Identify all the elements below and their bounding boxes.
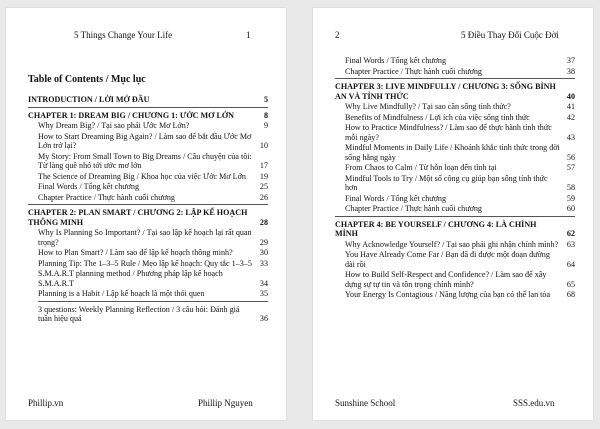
footer-right: SSS.edu.vn bbox=[513, 398, 555, 408]
toc-entry[interactable]: Your Energy Is Contagious / Năng lượng của bạn có thể lan tỏa 68 bbox=[345, 290, 575, 299]
toc-entry-chapter[interactable]: CHAPTER 4: BE YOURSELF / CHƯƠNG 4: LÀ CHÍNH MÌNH 62 bbox=[335, 219, 575, 238]
toc-entry[interactable]: How to Build Self-Respect and Confidence? / Làm sao để xây dựng sự tự tin và tôn trọng chính mình? 65 bbox=[345, 270, 575, 289]
page-number: 1 bbox=[246, 30, 251, 40]
toc-entry-chapter[interactable]: CHAPTER 1: DREAM BIG / CHƯƠNG 1: ƯỚC MƠ LỚN 8 bbox=[28, 110, 268, 120]
page-number: 2 bbox=[335, 30, 340, 40]
toc-entry[interactable]: How to Practice Mindfulness? / Làm sao để thực hành tỉnh thức mỗi ngày? 43 bbox=[345, 123, 575, 142]
divider bbox=[38, 301, 268, 302]
toc-entry[interactable]: Mindful Tools to Try / Một số công cụ giúp bạn sống tỉnh thức hơn 58 bbox=[345, 173, 575, 192]
toc-entry[interactable]: Chapter Practice / Thực hành cuối chương 26 bbox=[38, 192, 268, 202]
toc-entry[interactable]: S.M.A.R.T planning method / Phương pháp lập kế hoạch S.M.A.R.T 34 bbox=[38, 269, 268, 288]
toc-entry[interactable]: How to Start Dreaming Big Again? / Làm sao để bắt đầu Ước Mơ Lớn trở lại? 10 bbox=[38, 131, 268, 150]
left-page bbox=[6, 8, 286, 420]
toc-heading: Table of Contents / Mục lục bbox=[28, 74, 146, 85]
divider bbox=[28, 204, 268, 205]
toc-entry[interactable]: Mindful Moments in Daily Life / Khoảnh khắc tỉnh thức trong đời sống hằng ngày 56 bbox=[345, 143, 575, 162]
footer-left: Phillip.vn bbox=[28, 398, 64, 408]
footer-right: Phillip Nguyen bbox=[198, 398, 253, 408]
toc-entry[interactable]: 3 questions: Weekly Planning Reflection / 3 câu hỏi: Đánh giá tuần hiệu quả 36 bbox=[38, 304, 268, 323]
toc-entry[interactable]: Final Words / Tổng kết chương 37 bbox=[345, 56, 575, 65]
toc-list bbox=[335, 56, 575, 301]
toc-entry[interactable]: Planning Tip: The 1–3–5 Rule / Mẹo lập kế hoạch: Quy tắc 1–3–5 33 bbox=[38, 258, 268, 268]
toc-list bbox=[28, 92, 268, 325]
toc-entry[interactable]: Why Is Planning So Important? / Tại sao lập kế hoạch lại rất quan trọng? 29 bbox=[38, 228, 268, 247]
toc-entry[interactable]: From Chaos to Calm / Từ hỗn loạn đến tĩnh tại 57 bbox=[345, 163, 575, 172]
right-page bbox=[313, 8, 593, 420]
toc-entry[interactable]: Chapter Practice / Thực hành cuối chương 38 bbox=[345, 66, 575, 76]
toc-entry[interactable]: My Story: From Small Town to Big Dreams / Câu chuyện của tôi: Từ làng quê nhỏ tới ước mơ lớn 17 bbox=[38, 151, 268, 170]
toc-entry[interactable]: Benefits of Mindfulness / Lợi ích của việc sống tỉnh thức 42 bbox=[345, 112, 575, 122]
toc-entry[interactable]: Why Live Mindfully? / Tại sao cần sống tỉnh thức? 41 bbox=[345, 102, 575, 111]
running-title: 5 Điều Thay Đổi Cuộc Đời bbox=[461, 30, 559, 40]
toc-entry-chapter[interactable]: CHAPTER 2: PLAN SMART / CHƯƠNG 2: LẬP KẾ HOẠCH THÔNG MINH 28 bbox=[28, 208, 268, 227]
divider bbox=[335, 216, 575, 217]
toc-entry[interactable]: Chapter Practice / Thực hành cuối chương 60 bbox=[345, 204, 575, 213]
toc-entry[interactable]: The Science of Dreaming Big / Khoa học của việc Ước Mơ Lớn 19 bbox=[38, 171, 268, 181]
divider bbox=[335, 78, 575, 79]
toc-entry[interactable]: Planning is a Habit / Lập kế hoạch là một thói quen 35 bbox=[38, 289, 268, 298]
toc-entry[interactable]: Why Acknowledge Yourself? / Tại sao phải ghi nhận chính mình? 63 bbox=[345, 239, 575, 249]
divider bbox=[28, 107, 268, 108]
running-title: 5 Things Change Your Life bbox=[74, 30, 173, 40]
toc-entry[interactable]: You Have Already Come Far / Bạn đã đi được một đoạn đường dài rồi 64 bbox=[345, 250, 575, 269]
toc-entry-intro[interactable]: INTRODUCTION / LỜI MỞ ĐẦU 5 bbox=[28, 95, 268, 104]
toc-entry[interactable]: Final Words / Tổng kết chương 59 bbox=[345, 193, 575, 203]
toc-entry[interactable]: Final Words / Tổng kết chương 25 bbox=[38, 182, 268, 191]
toc-entry[interactable]: How to Plan Smart? / Làm sao để lập kế hoạch thông minh? 30 bbox=[38, 248, 268, 257]
toc-entry[interactable]: Why Dream Big? / Tại sao phải Ước Mơ Lớn? 9 bbox=[38, 121, 268, 130]
toc-entry-chapter[interactable]: CHAPTER 3: LIVE MINDFULLY / CHƯƠNG 3: SỐNG BÌNH AN VÀ TỈNH THỨC 40 bbox=[335, 82, 575, 101]
footer-left: Sunshine School bbox=[335, 398, 396, 408]
